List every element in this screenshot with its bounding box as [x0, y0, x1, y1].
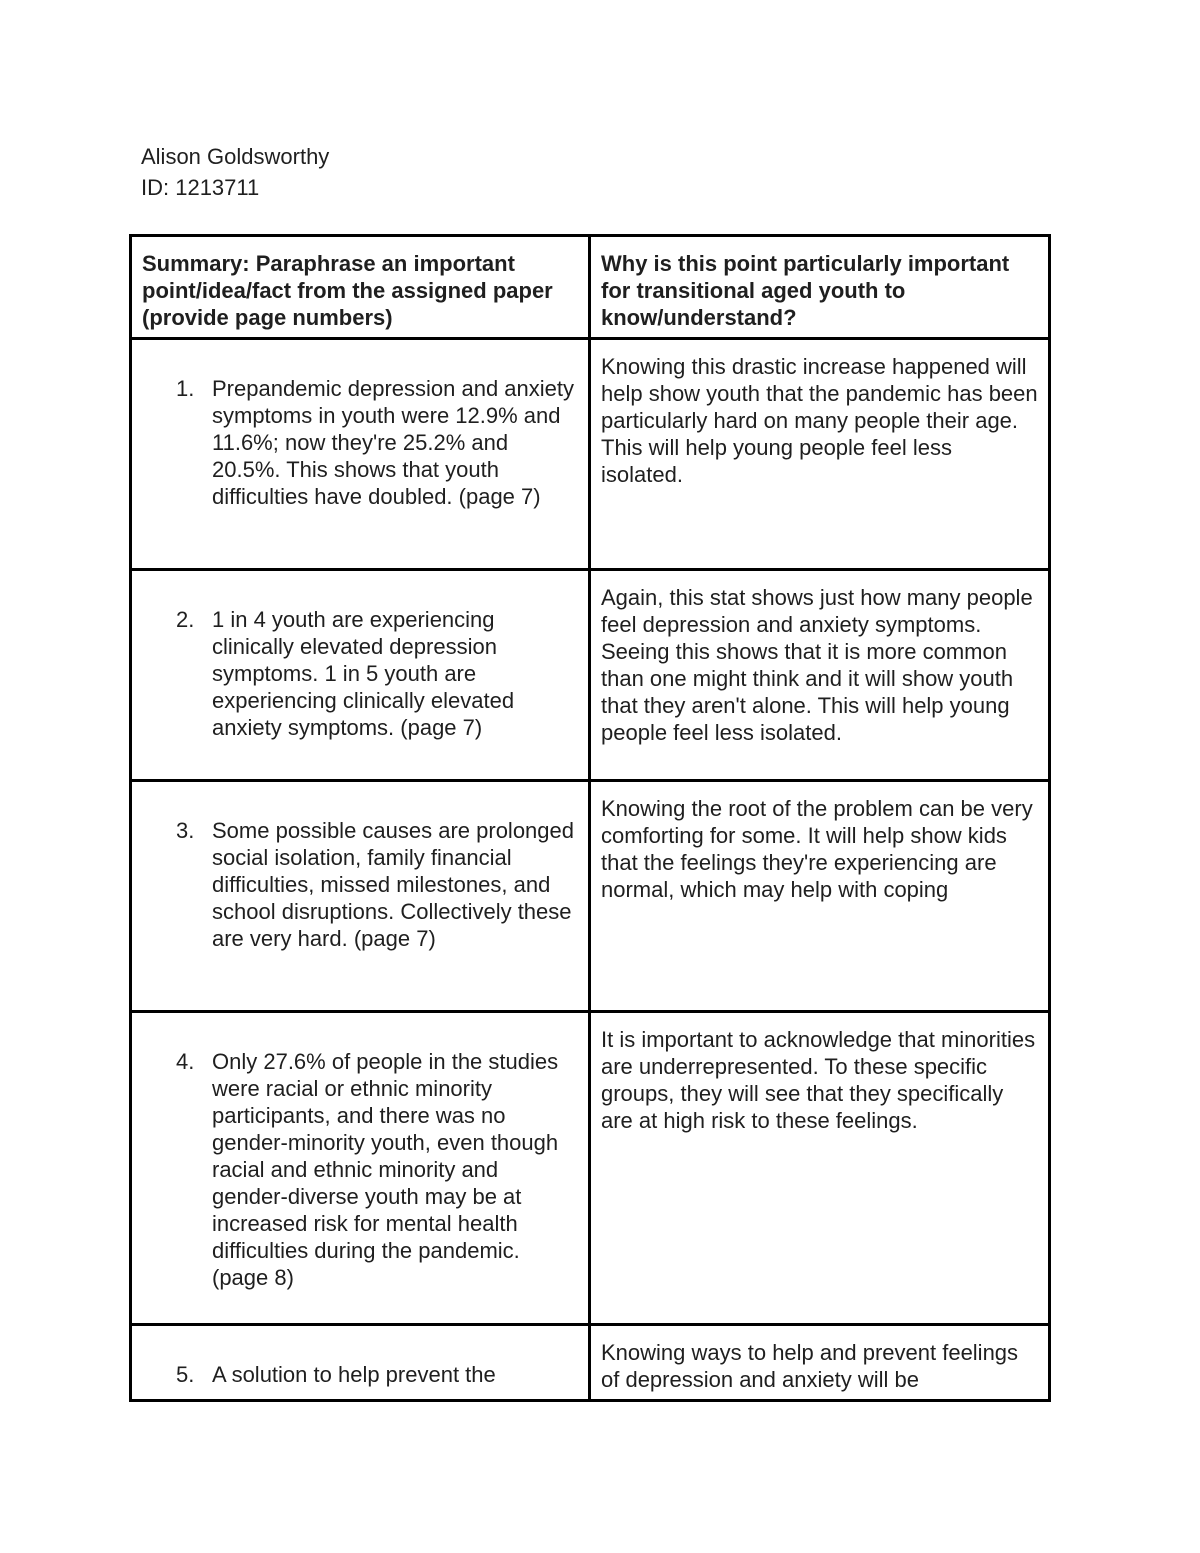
- summary-text: A solution to help prevent the: [212, 1362, 496, 1387]
- student-id: ID: 1213711: [141, 175, 260, 200]
- importance-cell: Knowing the root of the problem can be very comforting for some. It will help show kids that the feelings they're experiencing are normal, which may help with coping: [590, 781, 1050, 1012]
- list-item: [142, 795, 578, 952]
- summary-text: Only 27.6% of people in the studies were racial or ethnic minority participants, and there was no gender-minority youth, even though racial and ethnic minority and gender-diverse youth may be at increased risk for mental health difficulties during the pandemic. (page 8): [212, 1049, 559, 1290]
- summary-cell: [131, 339, 590, 570]
- summary-cell: [131, 1012, 590, 1325]
- list-number: 5.: [176, 1362, 195, 1387]
- table-header-row: [131, 236, 1050, 339]
- summary-text: Prepandemic depression and anxiety symptoms in youth were 12.9% and 11.6%; now they're 25.2% and 20.5%. This shows that youth difficulties have doubled. (page 7): [212, 376, 575, 509]
- table-row: [131, 1325, 1050, 1401]
- importance-cell: Again, this stat shows just how many people feel depression and anxiety symptoms. Seeing this shows that it is more common than one might think and it will show youth that they aren't alone. This will help young people feel less isolated.: [590, 570, 1050, 781]
- list-number: 3.: [176, 818, 195, 843]
- summary-cell: [131, 570, 590, 781]
- table-row: [131, 570, 1050, 781]
- importance-column-header: Why is this point particularly important for transitional aged youth to know/understand?: [590, 236, 1050, 339]
- summary-column-header: Summary: Paraphrase an important point/idea/fact from the assigned paper (provide page numbers): [131, 236, 590, 339]
- author-name: Alison Goldsworthy: [141, 144, 330, 169]
- list-number: 2.: [176, 607, 195, 632]
- importance-cell: Knowing ways to help and prevent feelings of depression and anxiety will be: [590, 1325, 1050, 1401]
- list-number: 1.: [176, 376, 195, 401]
- summary-cell: [131, 781, 590, 1012]
- table-row: [131, 781, 1050, 1012]
- importance-cell: Knowing this drastic increase happened will help show youth that the pandemic has been particularly hard on many people their age. This will help young people feel less isolated.: [590, 339, 1050, 570]
- list-item: [142, 1026, 578, 1291]
- summary-table: [129, 234, 1051, 1402]
- list-number: 4.: [176, 1049, 195, 1074]
- list-item: [142, 1339, 578, 1388]
- document-header: [141, 141, 329, 203]
- summary-text: 1 in 4 youth are experiencing clinically elevated depression symptoms. 1 in 5 youth are experiencing clinically elevated anxiety symptoms. (page 7): [212, 607, 515, 740]
- list-item: [142, 353, 578, 510]
- importance-cell: It is important to acknowledge that minorities are underrepresented. To these specific groups, they will see that they specifically are at high risk to these feelings.: [590, 1012, 1050, 1325]
- table-row: [131, 1012, 1050, 1325]
- table-row: [131, 339, 1050, 570]
- summary-text: Some possible causes are prolonged social isolation, family financial difficulties, missed milestones, and school disruptions. Collectively these are very hard. (page 7): [212, 818, 575, 951]
- summary-cell: [131, 1325, 590, 1401]
- list-item: [142, 584, 578, 741]
